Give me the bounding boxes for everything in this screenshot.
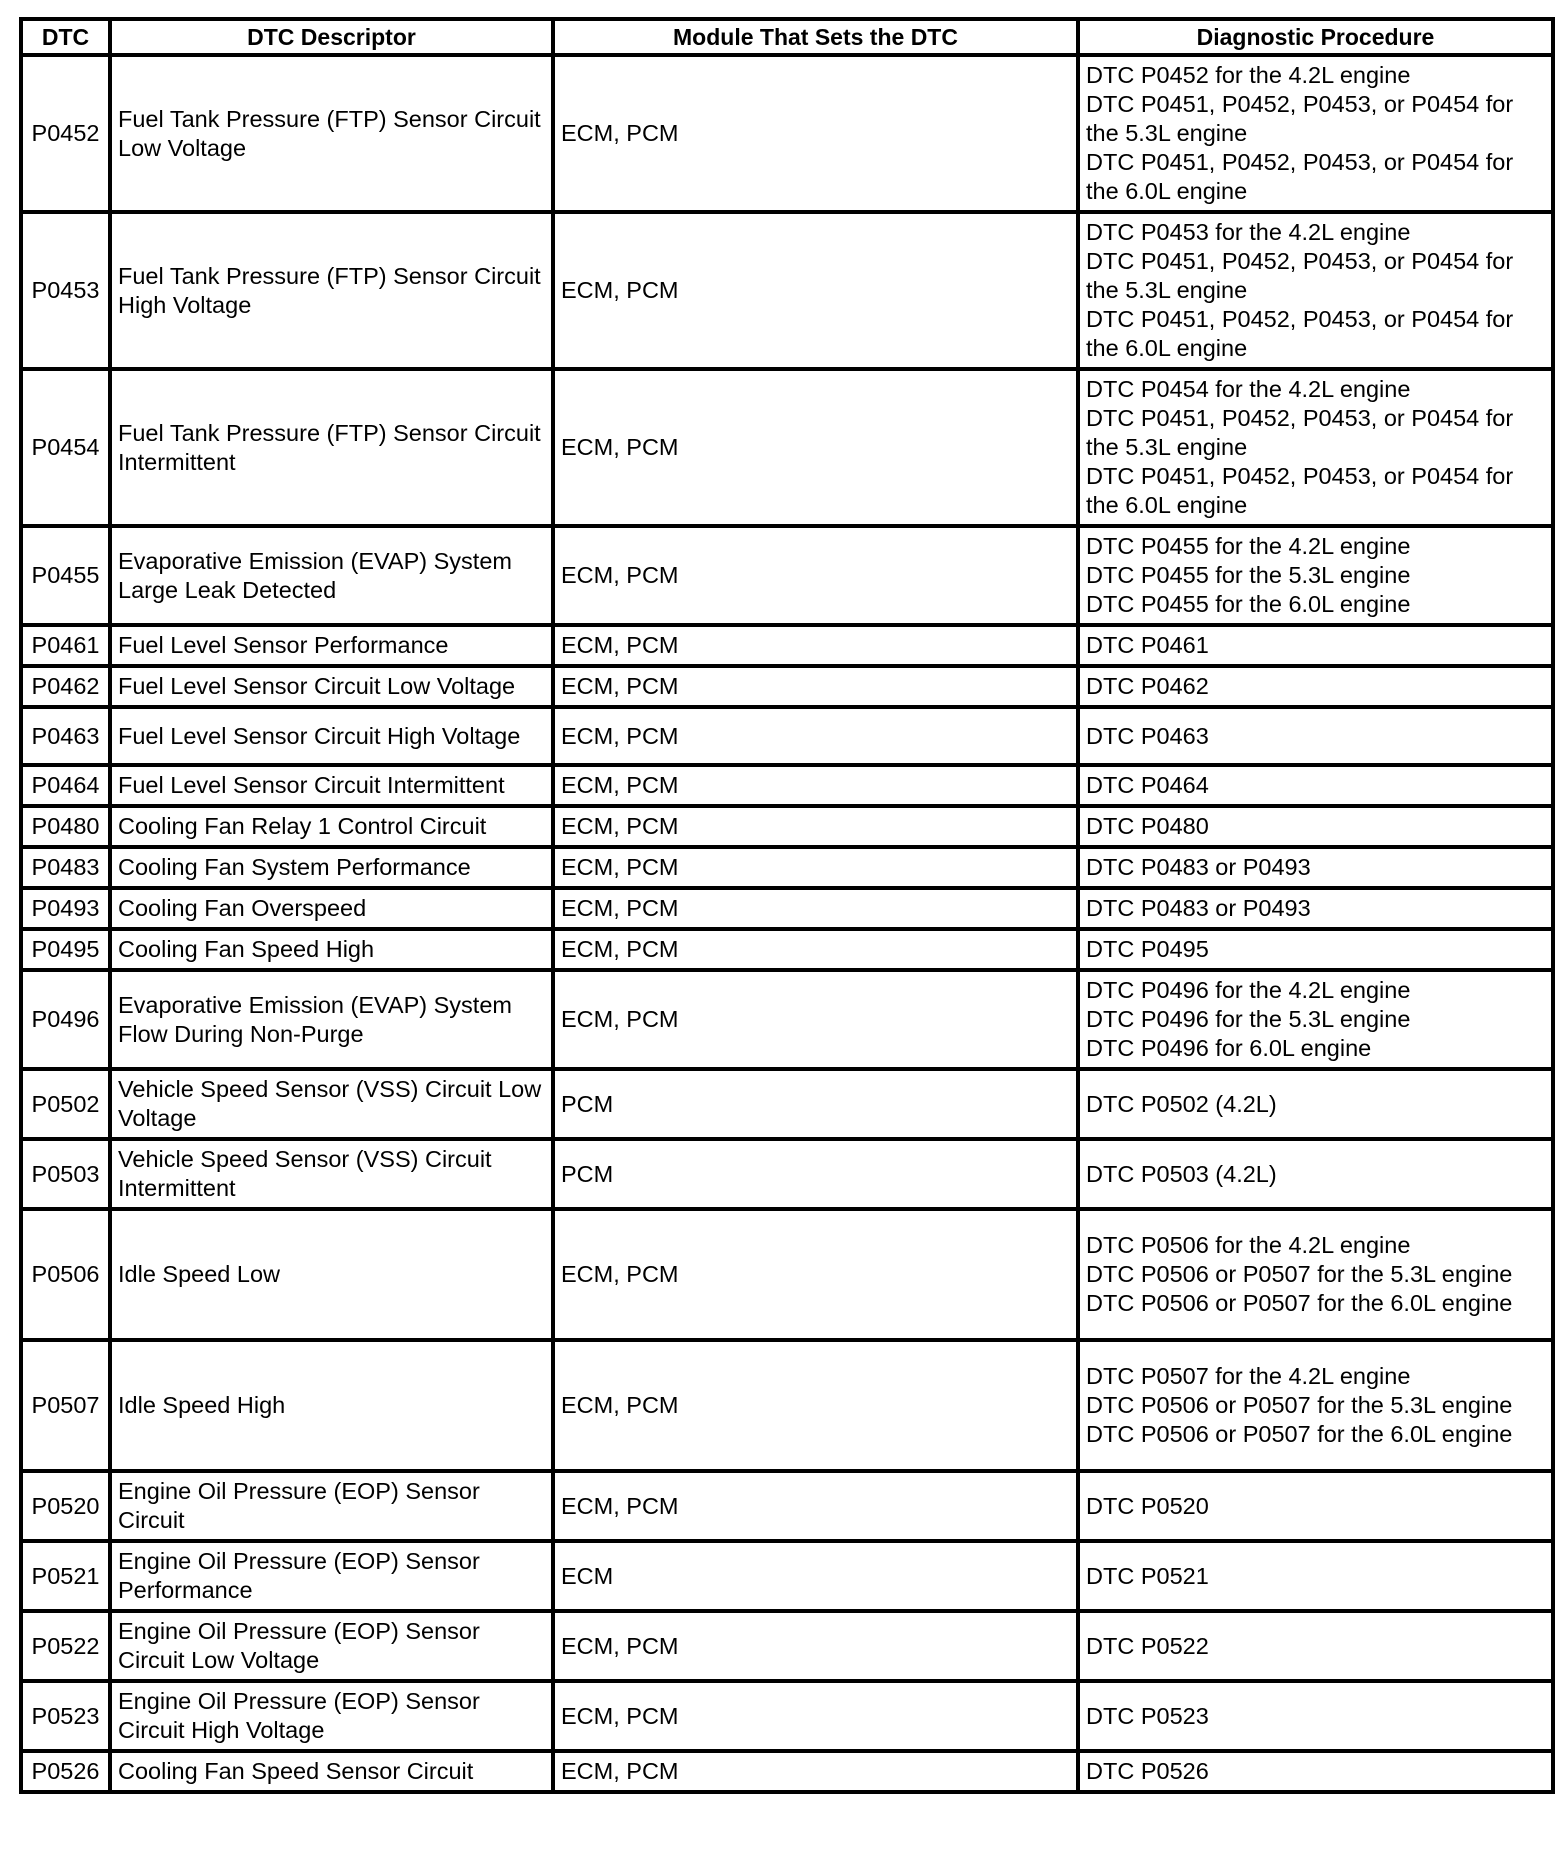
table-body xyxy=(21,55,1553,1792)
procedure-line: DTC P0506 or P0507 for the 6.0L engine xyxy=(1086,1290,1513,1316)
dtc-descriptor-cell: Vehicle Speed Sensor (VSS) Circuit Intermittent xyxy=(110,1139,553,1209)
diagnostic-procedure-cell xyxy=(1078,666,1553,707)
module-cell: ECM, PCM xyxy=(553,1611,1078,1681)
dtc-descriptor-cell: Evaporative Emission (EVAP) System Flow During Non-Purge xyxy=(110,970,553,1069)
module-cell: ECM, PCM xyxy=(553,929,1078,970)
module-cell: ECM, PCM xyxy=(553,888,1078,929)
table-row xyxy=(21,929,1553,970)
header-diagnostic-procedure: Diagnostic Procedure xyxy=(1078,19,1553,55)
dtc-descriptor-cell: Engine Oil Pressure (EOP) Sensor Performance xyxy=(110,1541,553,1611)
table-row xyxy=(21,1209,1553,1340)
dtc-descriptor-cell: Cooling Fan Relay 1 Control Circuit xyxy=(110,806,553,847)
dtc-code-cell: P0454 xyxy=(21,369,110,526)
dtc-descriptor-cell: Evaporative Emission (EVAP) System Large Leak Detected xyxy=(110,526,553,625)
module-cell: ECM, PCM xyxy=(553,1340,1078,1471)
dtc-descriptor-cell: Fuel Tank Pressure (FTP) Sensor Circuit Intermittent xyxy=(110,369,553,526)
procedure-line: DTC P0451, P0452, P0453, or P0454 for the 5.3L engine xyxy=(1086,91,1520,146)
dtc-code-cell: P0526 xyxy=(21,1751,110,1792)
dtc-descriptor-cell: Fuel Level Sensor Circuit Intermittent xyxy=(110,765,553,806)
table-row xyxy=(21,369,1553,526)
dtc-descriptor-cell: Fuel Level Sensor Circuit Low Voltage xyxy=(110,666,553,707)
table-row xyxy=(21,1139,1553,1209)
table-row xyxy=(21,806,1553,847)
header-dtc-descriptor: DTC Descriptor xyxy=(110,19,553,55)
procedure-line: DTC P0453 for the 4.2L engine xyxy=(1086,219,1411,245)
table-row xyxy=(21,1541,1553,1611)
procedure-line: DTC P0483 or P0493 xyxy=(1086,895,1311,921)
dtc-code-cell: P0464 xyxy=(21,765,110,806)
module-cell: ECM, PCM xyxy=(553,765,1078,806)
dtc-code-cell: P0493 xyxy=(21,888,110,929)
procedure-line: DTC P0461 xyxy=(1086,632,1209,658)
dtc-code-cell: P0452 xyxy=(21,55,110,212)
dtc-code-cell: P0523 xyxy=(21,1681,110,1751)
diagnostic-procedure-cell xyxy=(1078,55,1553,212)
dtc-descriptor-cell: Cooling Fan Overspeed xyxy=(110,888,553,929)
procedure-line: DTC P0496 for the 5.3L engine xyxy=(1086,1006,1411,1032)
procedure-line: DTC P0483 or P0493 xyxy=(1086,854,1311,880)
module-cell: ECM, PCM xyxy=(553,369,1078,526)
table-row xyxy=(21,765,1553,806)
dtc-code-cell: P0520 xyxy=(21,1471,110,1541)
dtc-code-cell: P0496 xyxy=(21,970,110,1069)
dtc-descriptor-cell: Fuel Level Sensor Circuit High Voltage xyxy=(110,707,553,765)
module-cell: ECM, PCM xyxy=(553,1751,1078,1792)
procedure-line: DTC P0451, P0452, P0453, or P0454 for the 6.0L engine xyxy=(1086,306,1520,361)
module-cell: ECM, PCM xyxy=(553,666,1078,707)
module-cell: ECM, PCM xyxy=(553,526,1078,625)
dtc-descriptor-cell: Engine Oil Pressure (EOP) Sensor Circuit High Voltage xyxy=(110,1681,553,1751)
module-cell: ECM, PCM xyxy=(553,1471,1078,1541)
diagnostic-procedure-cell xyxy=(1078,1471,1553,1541)
diagnostic-procedure-cell xyxy=(1078,212,1553,369)
module-cell: ECM, PCM xyxy=(553,1209,1078,1340)
diagnostic-procedure-cell xyxy=(1078,806,1553,847)
module-cell: ECM, PCM xyxy=(553,847,1078,888)
table-row xyxy=(21,707,1553,765)
dtc-code-cell: P0495 xyxy=(21,929,110,970)
dtc-descriptor-cell: Idle Speed Low xyxy=(110,1209,553,1340)
procedure-line: DTC P0496 for 6.0L engine xyxy=(1086,1035,1372,1061)
diagnostic-procedure-cell xyxy=(1078,1541,1553,1611)
dtc-code-cell: P0463 xyxy=(21,707,110,765)
table-row xyxy=(21,55,1553,212)
procedure-line: DTC P0451, P0452, P0453, or P0454 for the 6.0L engine xyxy=(1086,463,1520,518)
procedure-line: DTC P0521 xyxy=(1086,1562,1209,1589)
dtc-descriptor-cell: Idle Speed High xyxy=(110,1340,553,1471)
dtc-descriptor-cell: Cooling Fan Speed High xyxy=(110,929,553,970)
procedure-line: DTC P0506 for the 4.2L engine xyxy=(1086,1232,1411,1258)
table-row xyxy=(21,666,1553,707)
procedure-line: DTC P0495 xyxy=(1086,936,1209,962)
table-row xyxy=(21,1471,1553,1541)
procedure-line: DTC P0451, P0452, P0453, or P0454 for the 5.3L engine xyxy=(1086,405,1520,460)
module-cell: ECM, PCM xyxy=(553,55,1078,212)
procedure-line: DTC P0523 xyxy=(1086,1702,1209,1729)
table-row xyxy=(21,1069,1553,1139)
procedure-line: DTC P0462 xyxy=(1086,673,1209,699)
diagnostic-procedure-cell xyxy=(1078,526,1553,625)
header-row xyxy=(21,19,1553,55)
module-cell: PCM xyxy=(553,1139,1078,1209)
diagnostic-procedure-cell xyxy=(1078,369,1553,526)
module-cell: ECM, PCM xyxy=(553,707,1078,765)
dtc-code-cell: P0462 xyxy=(21,666,110,707)
dtc-code-cell: P0502 xyxy=(21,1069,110,1139)
table-row xyxy=(21,888,1553,929)
diagnostic-procedure-cell xyxy=(1078,1681,1553,1751)
diagnostic-procedure-cell xyxy=(1078,888,1553,929)
procedure-line: DTC P0522 xyxy=(1086,1632,1209,1659)
procedure-line: DTC P0464 xyxy=(1086,772,1209,798)
diagnostic-procedure-cell xyxy=(1078,929,1553,970)
procedure-line: DTC P0503 (4.2L) xyxy=(1086,1160,1277,1187)
module-cell: ECM, PCM xyxy=(553,212,1078,369)
procedure-line: DTC P0452 for the 4.2L engine xyxy=(1086,62,1411,88)
table-row xyxy=(21,1751,1553,1792)
table-row xyxy=(21,970,1553,1069)
dtc-table xyxy=(19,17,1555,1794)
diagnostic-procedure-cell xyxy=(1078,1340,1553,1471)
procedure-line: DTC P0520 xyxy=(1086,1492,1209,1519)
procedure-line: DTC P0480 xyxy=(1086,813,1209,839)
procedure-line: DTC P0451, P0452, P0453, or P0454 for the 5.3L engine xyxy=(1086,248,1520,303)
module-cell: PCM xyxy=(553,1069,1078,1139)
dtc-code-cell: P0506 xyxy=(21,1209,110,1340)
dtc-descriptor-cell: Engine Oil Pressure (EOP) Sensor Circuit xyxy=(110,1471,553,1541)
diagnostic-procedure-cell xyxy=(1078,1139,1553,1209)
diagnostic-procedure-cell xyxy=(1078,1209,1553,1340)
dtc-code-cell: P0507 xyxy=(21,1340,110,1471)
dtc-descriptor-cell: Vehicle Speed Sensor (VSS) Circuit Low Voltage xyxy=(110,1069,553,1139)
procedure-line: DTC P0506 or P0507 for the 5.3L engine xyxy=(1086,1261,1513,1287)
table-row xyxy=(21,212,1553,369)
diagnostic-procedure-cell xyxy=(1078,707,1553,765)
diagnostic-procedure-cell xyxy=(1078,1611,1553,1681)
procedure-line: DTC P0463 xyxy=(1086,722,1209,749)
procedure-line: DTC P0455 for the 5.3L engine xyxy=(1086,562,1411,588)
dtc-code-cell: P0461 xyxy=(21,625,110,666)
table-row xyxy=(21,1611,1553,1681)
dtc-descriptor-cell: Cooling Fan System Performance xyxy=(110,847,553,888)
header-dtc: DTC xyxy=(21,19,110,55)
dtc-code-cell: P0480 xyxy=(21,806,110,847)
procedure-line: DTC P0451, P0452, P0453, or P0454 for the 6.0L engine xyxy=(1086,149,1520,204)
procedure-line: DTC P0455 for the 4.2L engine xyxy=(1086,533,1411,559)
dtc-code-cell: P0503 xyxy=(21,1139,110,1209)
table-row xyxy=(21,1340,1553,1471)
dtc-code-cell: P0521 xyxy=(21,1541,110,1611)
module-cell: ECM xyxy=(553,1541,1078,1611)
diagnostic-procedure-cell xyxy=(1078,970,1553,1069)
module-cell: ECM, PCM xyxy=(553,1681,1078,1751)
procedure-line: DTC P0455 for the 6.0L engine xyxy=(1086,591,1411,617)
dtc-code-cell: P0453 xyxy=(21,212,110,369)
module-cell: ECM, PCM xyxy=(553,806,1078,847)
dtc-code-cell: P0522 xyxy=(21,1611,110,1681)
procedure-line: DTC P0454 for the 4.2L engine xyxy=(1086,376,1411,402)
table-row xyxy=(21,526,1553,625)
dtc-descriptor-cell: Fuel Tank Pressure (FTP) Sensor Circuit High Voltage xyxy=(110,212,553,369)
diagnostic-procedure-cell xyxy=(1078,765,1553,806)
table-row xyxy=(21,847,1553,888)
table-row xyxy=(21,625,1553,666)
diagnostic-procedure-cell xyxy=(1078,1069,1553,1139)
module-cell: ECM, PCM xyxy=(553,625,1078,666)
module-cell: ECM, PCM xyxy=(553,970,1078,1069)
procedure-line: DTC P0507 for the 4.2L engine xyxy=(1086,1363,1411,1389)
procedure-line: DTC P0496 for the 4.2L engine xyxy=(1086,977,1411,1003)
procedure-line: DTC P0506 or P0507 for the 5.3L engine xyxy=(1086,1392,1513,1418)
procedure-line: DTC P0506 or P0507 for the 6.0L engine xyxy=(1086,1421,1513,1447)
diagnostic-procedure-cell xyxy=(1078,1751,1553,1792)
dtc-descriptor-cell: Fuel Tank Pressure (FTP) Sensor Circuit Low Voltage xyxy=(110,55,553,212)
dtc-descriptor-cell: Fuel Level Sensor Performance xyxy=(110,625,553,666)
diagnostic-procedure-cell xyxy=(1078,625,1553,666)
dtc-descriptor-cell: Cooling Fan Speed Sensor Circuit xyxy=(110,1751,553,1792)
table-row xyxy=(21,1681,1553,1751)
procedure-line: DTC P0526 xyxy=(1086,1758,1209,1784)
diagnostic-procedure-cell xyxy=(1078,847,1553,888)
dtc-descriptor-cell: Engine Oil Pressure (EOP) Sensor Circuit Low Voltage xyxy=(110,1611,553,1681)
dtc-code-cell: P0455 xyxy=(21,526,110,625)
header-module: Module That Sets the DTC xyxy=(553,19,1078,55)
procedure-line: DTC P0502 (4.2L) xyxy=(1086,1090,1277,1117)
dtc-code-cell: P0483 xyxy=(21,847,110,888)
